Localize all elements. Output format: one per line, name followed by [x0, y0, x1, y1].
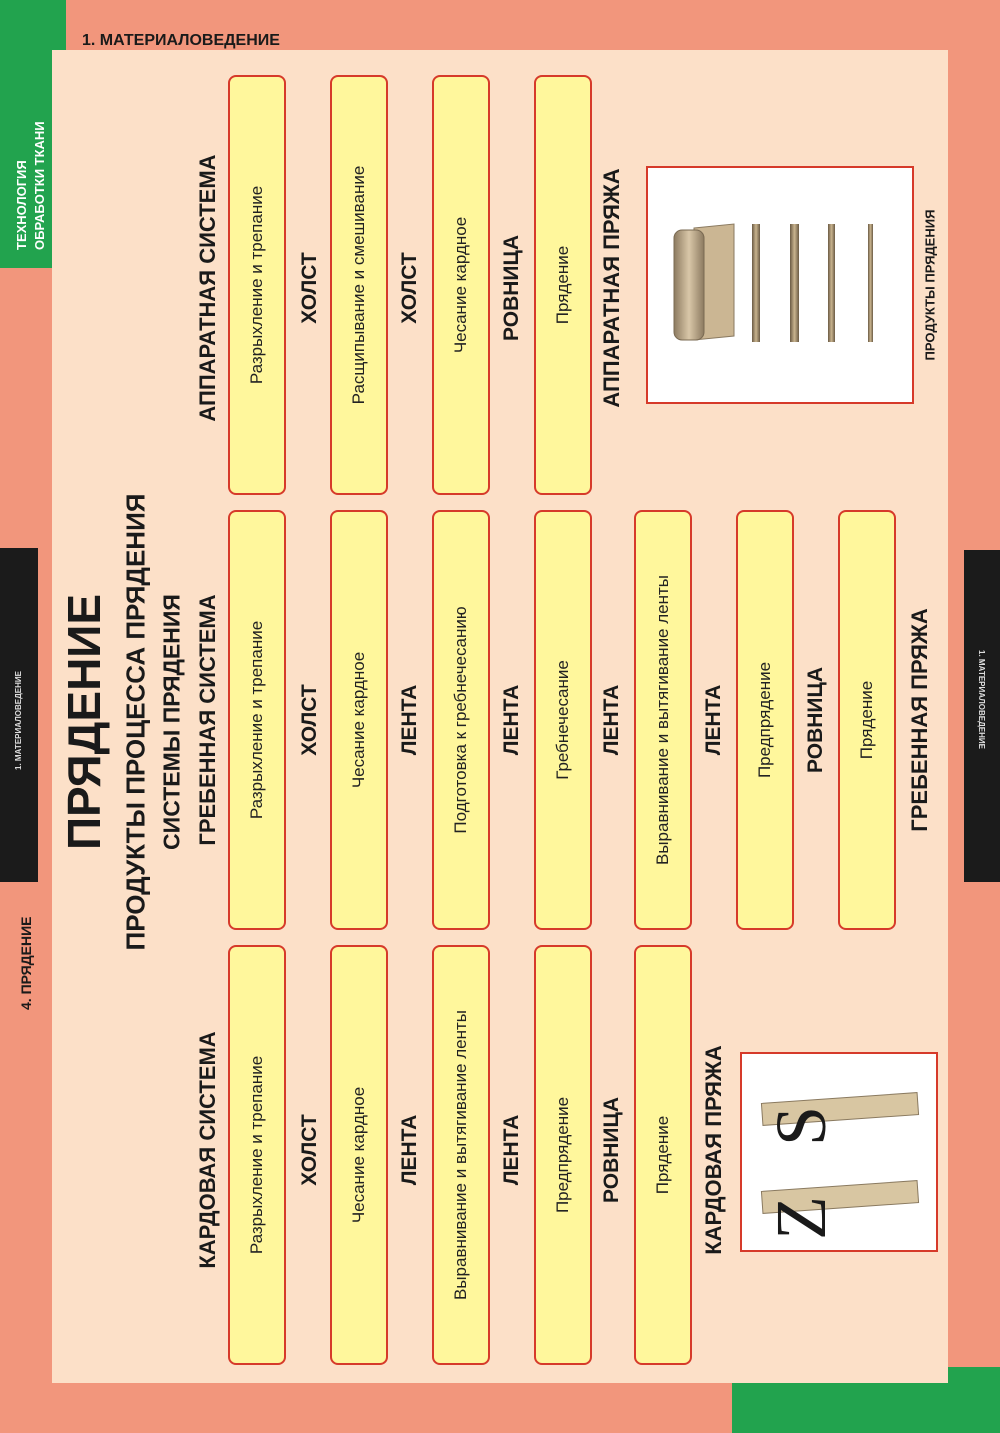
green-tab-label-line1: ТЕХНОЛОГИЯ	[14, 160, 29, 250]
card-label-3: ЛЕНТА	[500, 1114, 523, 1186]
comb-label-2: ЛЕНТА	[398, 684, 421, 756]
card-box-1: Разрыхление и трепание	[228, 945, 286, 1365]
subtitle: ПРОДУКТЫ ПРОЦЕССА ПРЯДЕНИЯ	[120, 493, 151, 951]
chapter-label: 4. ПРЯДЕНИЕ	[18, 916, 34, 1010]
apparatus-heading: АППАРАТНАЯ СИСТЕМА	[195, 154, 220, 422]
apparatus-box-4: Прядение	[534, 75, 592, 495]
main-title: ПРЯДЕНИЕ	[58, 593, 110, 851]
apparatus-box-1: Разрыхление и трепание	[228, 75, 286, 495]
comb-box-6: Предпрядение	[736, 510, 794, 930]
card-box-2: Чесание кардное	[330, 945, 388, 1365]
section-label: 1. МАТЕРИАЛОВЕДЕНИЕ	[82, 32, 280, 49]
card-heading: КАРДОВАЯ СИСТЕМА	[195, 1031, 220, 1269]
comb-box-5: Выравнивание и вытягивание ленты	[634, 510, 692, 930]
comb-box-3: Подготовка к гребнечесанию	[432, 510, 490, 930]
apparatus-box-3: Чесание кардное	[432, 75, 490, 495]
green-tab-label-line2: ОБРАБОТКИ ТКАНИ	[32, 121, 47, 250]
comb-label-1: ХОЛСТ	[298, 684, 321, 756]
twist-image	[740, 1052, 938, 1252]
card-result: КАРДОВАЯ ПРЯЖА	[701, 1045, 726, 1255]
comb-label-5: ЛЕНТА	[702, 684, 725, 756]
apparatus-label-3: РОВНИЦА	[500, 235, 523, 341]
products-image	[646, 166, 914, 404]
apparatus-label-1: ХОЛСТ	[298, 252, 321, 324]
apparatus-box-2: Расщипывание и смешивание	[330, 75, 388, 495]
card-box-5: Прядение	[634, 945, 692, 1365]
black-tab-right-label: 1. МАТЕРИАЛОВЕДЕНИЕ	[977, 650, 986, 749]
systems-title: СИСТЕМЫ ПРЯДЕНИЯ	[158, 594, 185, 850]
apparatus-result: АППАРАТНАЯ ПРЯЖА	[599, 168, 624, 408]
comb-box-1: Разрыхление и трепание	[228, 510, 286, 930]
twist-s-label: S	[761, 1105, 841, 1146]
card-box-3: Выравнивание и вытягивание ленты	[432, 945, 490, 1365]
comb-box-2: Чесание кардное	[330, 510, 388, 930]
card-label-4: РОВНИЦА	[600, 1097, 623, 1203]
card-box-4: Предпрядение	[534, 945, 592, 1365]
comb-label-6: РОВНИЦА	[804, 667, 827, 773]
comb-label-4: ЛЕНТА	[600, 684, 623, 756]
comb-box-7: Прядение	[838, 510, 896, 930]
comb-label-3: ЛЕНТА	[500, 684, 523, 756]
card-label-2: ЛЕНТА	[398, 1114, 421, 1186]
apparatus-label-2: ХОЛСТ	[398, 252, 421, 324]
card-label-1: ХОЛСТ	[298, 1114, 321, 1186]
black-tab-left-label: 1. МАТЕРИАЛОВЕДЕНИЕ	[14, 671, 23, 770]
yarn-products-icon	[648, 168, 912, 402]
products-caption: ПРОДУКТЫ ПРЯДЕНИЯ	[922, 209, 938, 361]
comb-heading: ГРЕБЕННАЯ СИСТЕМА	[195, 594, 220, 846]
twist-z-label: Z	[761, 1196, 841, 1240]
comb-result: ГРЕБЕННАЯ ПРЯЖА	[907, 608, 932, 832]
comb-box-4: Гребнечесание	[534, 510, 592, 930]
